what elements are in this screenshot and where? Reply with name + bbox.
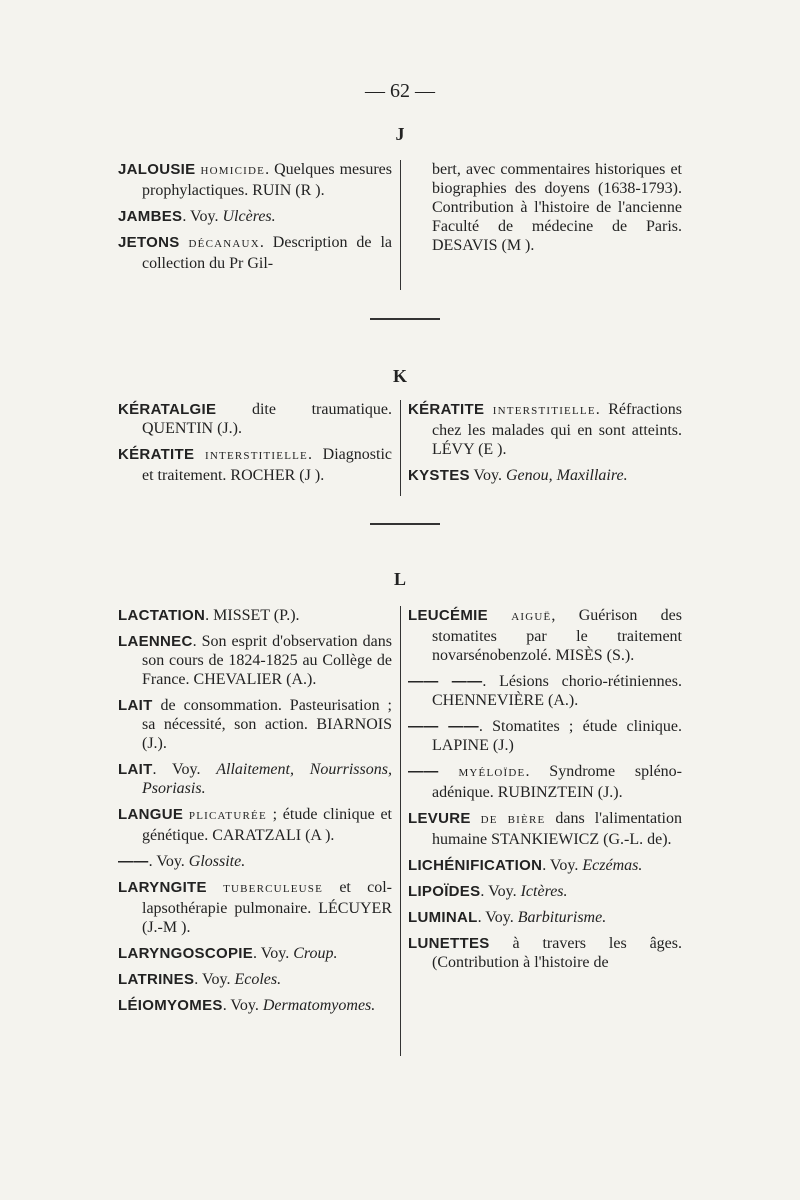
- index-entry: JETONS DÉCANAUX. Description de la collection du Pr Gil-: [118, 234, 393, 272]
- section-rule: [370, 318, 440, 320]
- section-k-left-column: [118, 400, 392, 492]
- index-entry: KÉRATITE INTERSTITIELLE. Réfractions chez les malades qui en sont atteints. LÉVY (E ).: [408, 401, 682, 458]
- index-entry: LEVURE DE BIÈRE dans l'alimentation humaine STANKIEWICZ (G.-L. de).: [408, 810, 682, 848]
- section-j-right-column: [408, 160, 682, 262]
- index-entry: LÉIOMYOMES. Voy. Dermatomyomes.: [118, 997, 376, 1014]
- column-divider: [400, 606, 401, 1056]
- section-l-right-column: [408, 606, 682, 979]
- index-entry: LIPOÏDES. Voy. Ictères.: [408, 883, 568, 900]
- page-number: — 62 —: [365, 80, 435, 102]
- index-entry: KÉRATITE INTERSTITIELLE. Diagnostic et traitement. ROCHER (J ).: [118, 446, 392, 484]
- index-entry: ——. Voy. Glossite.: [118, 853, 246, 870]
- index-entry: LARYNGITE TUBERCULEUSE et collapsothérapie pulmonaire. LÉCUYER (J.-M ).: [118, 879, 392, 936]
- index-entry: LUNETTES à travers les âges. (Contribution à l'histoire de: [408, 935, 682, 971]
- index-entry: JAMBES. Voy. Ulcères.: [118, 208, 276, 225]
- section-k-right-column: [408, 400, 682, 492]
- section-j: [118, 160, 680, 300]
- section-j-left-column: [118, 160, 392, 280]
- section-l-left-column: [118, 606, 392, 1022]
- section-letter-k: K: [392, 366, 407, 386]
- index-entry-continuation: bert, avec commentaires historiques et biographies des doyens (1638-1793). Contribution à l'histoire de l'ancienne Faculté de médecine de Paris. DESAVIS (M ).: [432, 161, 682, 254]
- index-entry: LUMINAL. Voy. Barbiturisme.: [408, 909, 607, 926]
- column-divider: [400, 160, 401, 290]
- index-entry: —— ——. Stomatites ; étude clinique. LAPINE (J.): [408, 718, 683, 754]
- index-entry: KÉRATALGIE dite traumatique. QUENTIN (J.).: [118, 401, 392, 437]
- section-rule: [370, 523, 440, 525]
- index-entry: LAIT de consommation. Pasteurisation ; sa nécessité, son action. BIARNOIS (J.).: [118, 697, 392, 752]
- index-entry: LAENNEC. Son esprit d'observation dans son cours de 1824-1825 au Collège de France. CHEVALIER (A.).: [118, 633, 392, 688]
- section-letter-l: L: [393, 569, 406, 589]
- index-entry: LICHÉNIFICATION. Voy. Eczémas.: [408, 857, 643, 874]
- column-divider: [400, 400, 401, 496]
- index-entry: KYSTES Voy. Genou, Maxillaire.: [408, 467, 628, 484]
- index-entry: —— ——. Lésions chorio-rétiniennes. CHENNEVIÈRE (A.).: [408, 673, 682, 709]
- section-k: [118, 400, 680, 510]
- section-letter-j: J: [395, 124, 405, 144]
- index-entry: JALOUSIE HOMICIDE. Quelques mesures prophylactiques. RUIN (R ).: [118, 161, 393, 199]
- index-entry: LACTATION. MISSET (P.).: [118, 607, 300, 624]
- index-entry: LAIT. Voy. Allaitement, Nourrissons, Psoriasis.: [118, 761, 392, 797]
- index-entry: —— MYÉLOÏDE. Syndrome spléno-adénique. RUBINZTEIN (J.).: [408, 763, 683, 801]
- index-entry: LANGUE PLICATURÉE ; étude clinique et génétique. CARATZALI (A ).: [118, 806, 392, 844]
- index-entry: LATRINES. Voy. Ecoles.: [118, 971, 282, 988]
- index-entry: LARYNGOSCOPIE. Voy. Croup.: [118, 945, 338, 962]
- index-entry: LEUCÉMIE AIGUË, Guérison des stomatites par le traitement novarsénobenzolé. MISÈS (S.).: [408, 607, 682, 664]
- section-l: [118, 606, 683, 1076]
